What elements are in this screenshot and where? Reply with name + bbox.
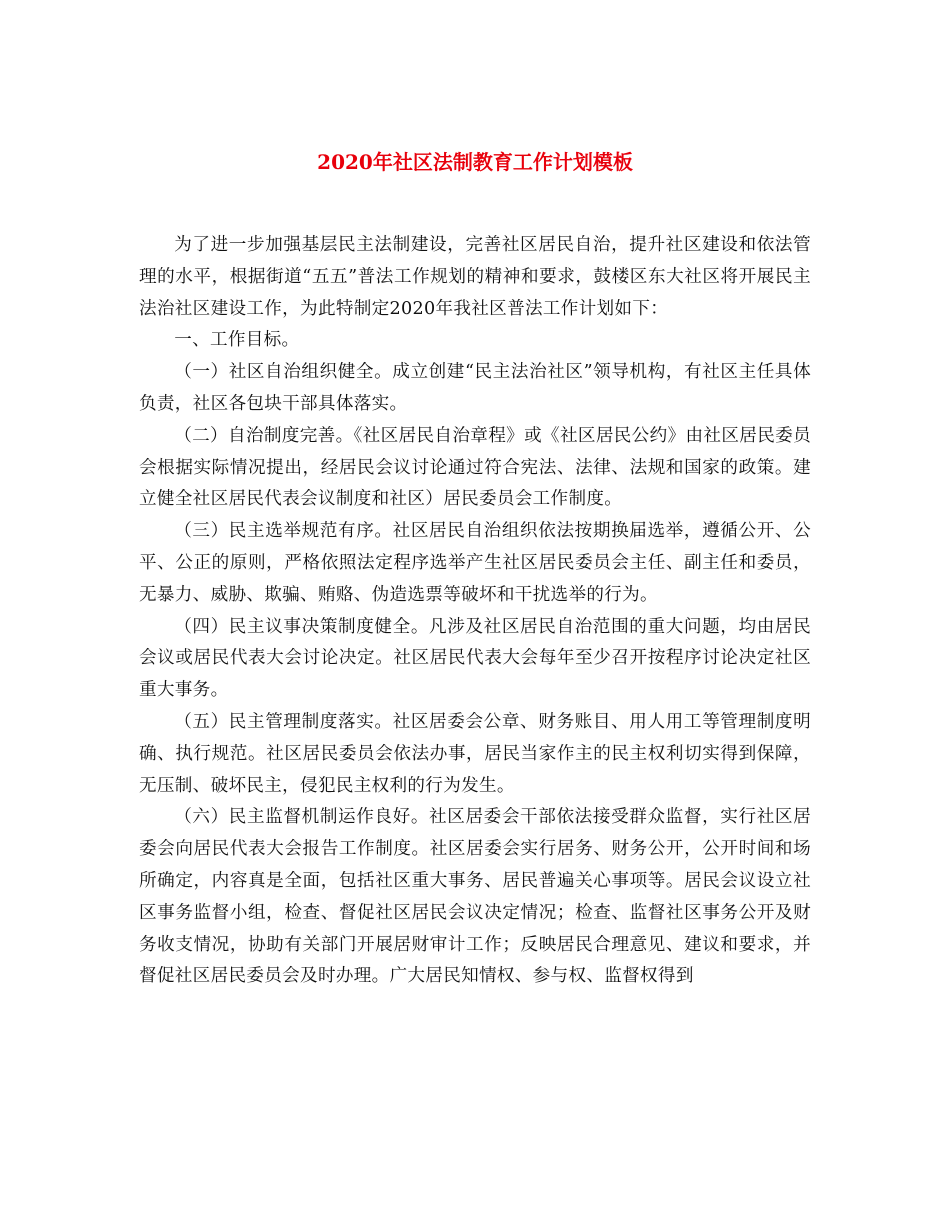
paragraph-intro: 为了进一步加强基层民主法制建设，完善社区居民自治，提升社区建设和依法管理的水平，根据街道“五五”普法工作规划的精神和要求，鼓楼区东大社区将开展民主法治社区建设工作，为此特制定2020年我社区普法工作计划如下： (139, 235, 811, 319)
paragraph-item-5: （五）民主管理制度落实。社区居委会公章、财务账目、用人用工等管理制度明确、执行规范。社区居民委员会依法办事，居民当家作主的民主权利切实得到保障，无压制、破坏民主，侵犯民主权利的行为发生。 (139, 711, 811, 796)
paragraph-item-1: （一）社区自治组织健全。成立创建“民主法治社区”领导机构，有社区主任具体负责，社区各包块干部具体落实。 (139, 362, 811, 414)
paragraph-item-6: （六）民主监督机制运作良好。社区居委会干部依法接受群众监督，实行社区居委会向居民代表大会报告工作制度。社区居委会实行居务、财务公开，公开时间和场所确定，内容真是全面，包括社区重大事务、居民普遍关心事项等。居民会议设立社区事务监督小组，检查、督促社区居民会议决定情况；检查、监督社区事务公开及财务收支情况，协助有关部门开展居财审计工作；反映居民合理意见、建议和要求，并督促社区居民委员会及时办理。广大居民知情权、参与权、监督权得到 (139, 807, 811, 987)
document-body (139, 230, 811, 993)
paragraph-item-2: （二）自治制度完善。《社区居民自治章程》或《社区居民公约》由社区居民委员会根据实际情况提出，经居民会议讨论通过符合宪法、法律、法规和国家的政策。建立健全社区居民代表会议制度和社区）居民委员会工作制度。 (139, 425, 811, 510)
paragraph-item-4: （四）民主议事决策制度健全。凡涉及社区居民自治范围的重大问题，均由居民会议或居民代表大会讨论决定。社区居民代表大会每年至少召开按程序讨论决定社区重大事务。 (139, 616, 811, 701)
section-heading-goals: 一、工作目标。 (174, 330, 300, 351)
paragraph-item-3: （三）民主选举规范有序。社区居民自治组织依法按期换届选举，遵循公开、公平、公正的原则，严格依照法定程序选举产生社区居民委员会主任、副主任和委员，无暴力、威胁、欺骗、贿赂、伪造选票等破坏和干扰选举的行为。 (139, 521, 811, 605)
document-title: 2020年社区法制教育工作计划模板 (317, 150, 633, 174)
